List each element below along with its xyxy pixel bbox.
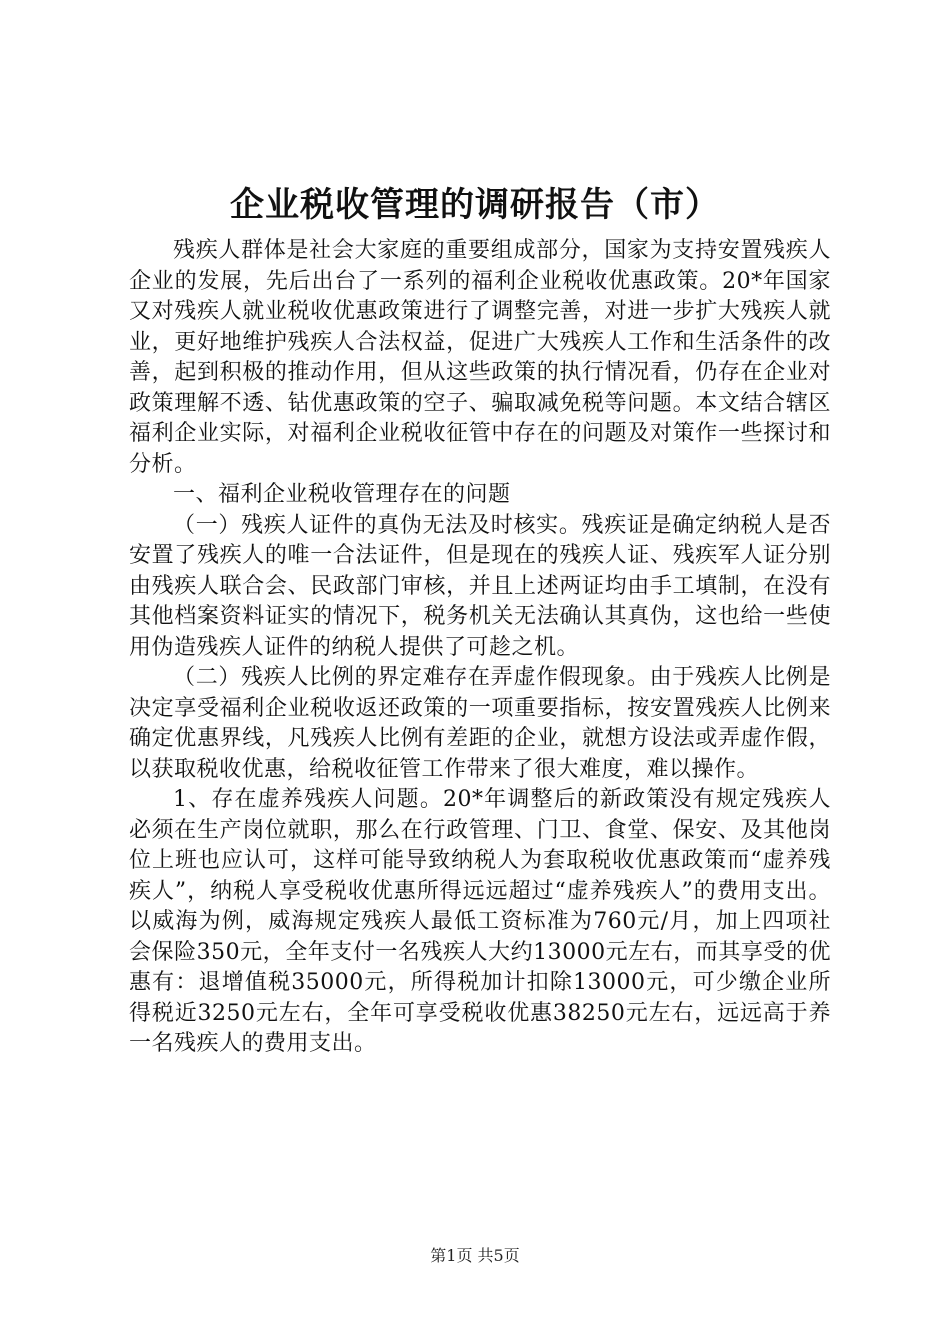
paragraph-ratio-definition: （二）残疾人比例的界定难存在弄虚作假现象。由于残疾人比例是决定享受福利企业税收返还政策的一项重要指标，按安置残疾人比例来确定优惠界线，凡残疾人比例有差距的企业，就想方设法或弄虚作假，以获取税收优惠，给税收征管工作带来了很大难度，难以操作。	[129, 665, 831, 782]
document-body	[129, 236, 831, 1060]
paragraph-fake-employment: 1、存在虚养残疾人问题。20*年调整后的新政策没有规定残疾人必须在生产岗位就职，那么在行政管理、门卫、食堂、保安、及其他岗位上班也应认可，这样可能导致纳税人为套取税收优惠政策而“虚养残疾人”，纳税人享受税收优惠所得远远超过“虚养残疾人”的费用支出。以威海为例，威海规定残疾人最低工资标准为760元/月，加上四项社会保险350元，全年支付一名残疾人大约13000元左右，而其享受的优惠有：退增值税35000元，所得税加计扣除13000元，可少缴企业所得税近3250元左右，全年可享受税收优惠38250元左右，远远高于养一名残疾人的费用支出。	[129, 787, 831, 1056]
paragraph-intro: 残疾人群体是社会大家庭的重要组成部分，国家为支持安置残疾人企业的发展，先后出台了一系列的福利企业税收优惠政策。20*年国家又对残疾人就业税收优惠政策进行了调整完善，对进一步扩大残疾人就业，更好地维护残疾人合法权益，促进广大残疾人工作和生活条件的改善，起到积极的推动作用，但从这些政策的执行情况看，仍存在企业对政策理解不透、钻优惠政策的空子、骗取减免税等问题。本文结合辖区福利企业实际，对福利企业税收征管中存在的问题及对策作一些探讨和分析。	[129, 238, 831, 477]
section-heading-problems: 一、福利企业税收管理存在的问题	[173, 482, 511, 507]
paragraph-certificate-verification: （一）残疾人证件的真伪无法及时核实。残疾证是确定纳税人是否安置了残疾人的唯一合法证件，但是现在的残疾人证、残疾军人证分别由残疾人联合会、民政部门审核，并且上述两证均由手工填制，在没有其他档案资料证实的情况下，税务机关无法确认其真伪，这也给一些使用伪造残疾人证件的纳税人提供了可趁之机。	[129, 512, 831, 660]
document-title: 企业税收管理的调研报告（市）	[230, 185, 720, 225]
page-number-footer: 第1页 共5页	[430, 1246, 520, 1265]
